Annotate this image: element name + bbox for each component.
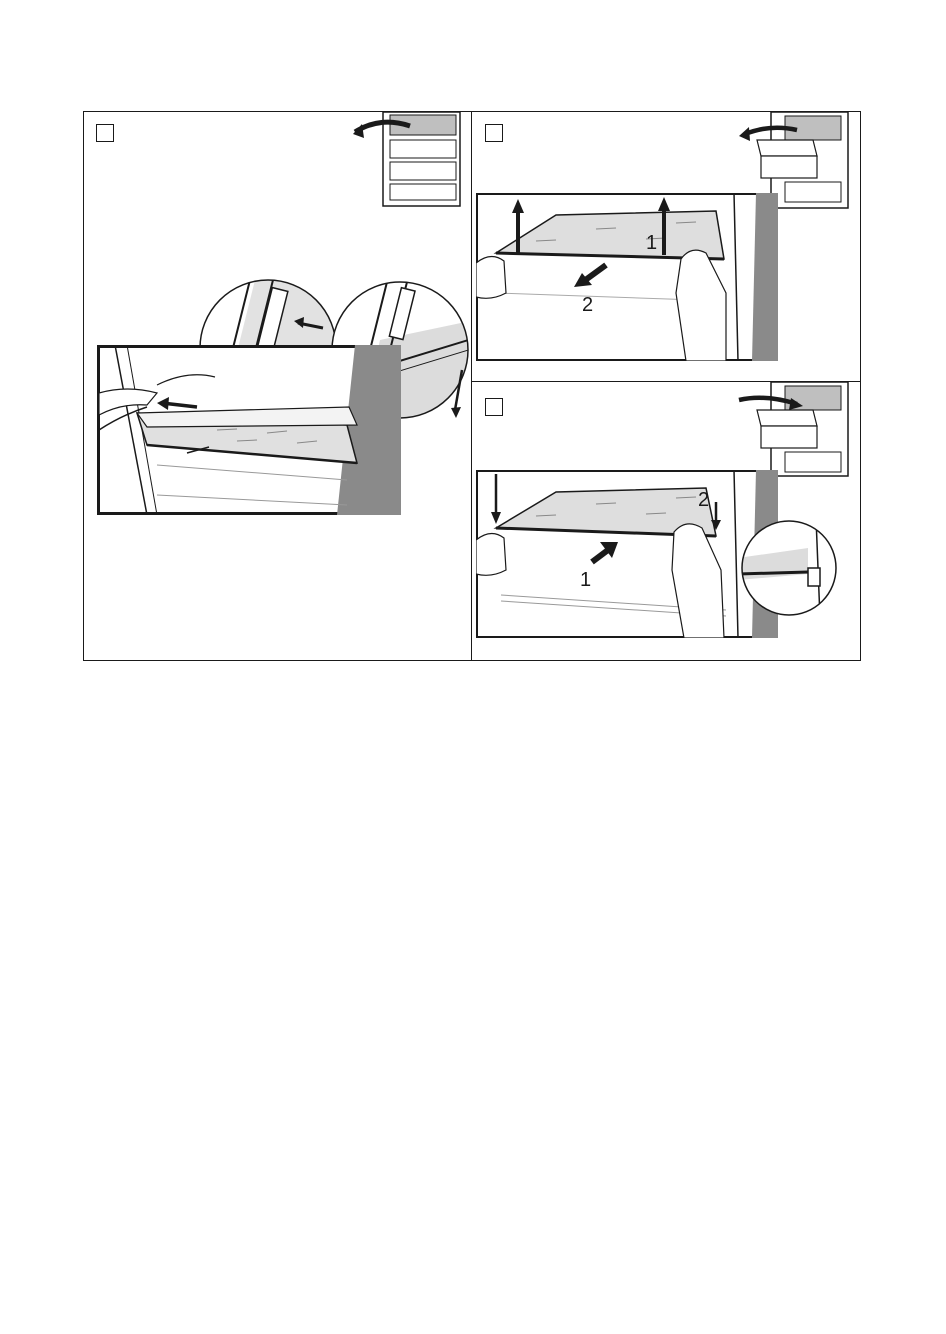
fridge-icon-left <box>350 112 462 208</box>
label-step-2-out: 2 <box>582 294 594 316</box>
step-box-bottom-right <box>485 398 503 416</box>
fridge-icon-bottom-right <box>735 382 850 478</box>
top-right-main-illustration <box>476 193 778 361</box>
label-step-1-in: 1 <box>580 569 592 591</box>
label-step-1-up: 1 <box>646 232 658 254</box>
detail-circle-3 <box>738 518 840 618</box>
step-box-left <box>96 124 114 142</box>
label-step-2-down: 2 <box>698 489 710 511</box>
step-box-top-right <box>485 124 503 142</box>
bottom-right-main-illustration <box>476 470 778 638</box>
left-main-illustration <box>97 345 401 515</box>
